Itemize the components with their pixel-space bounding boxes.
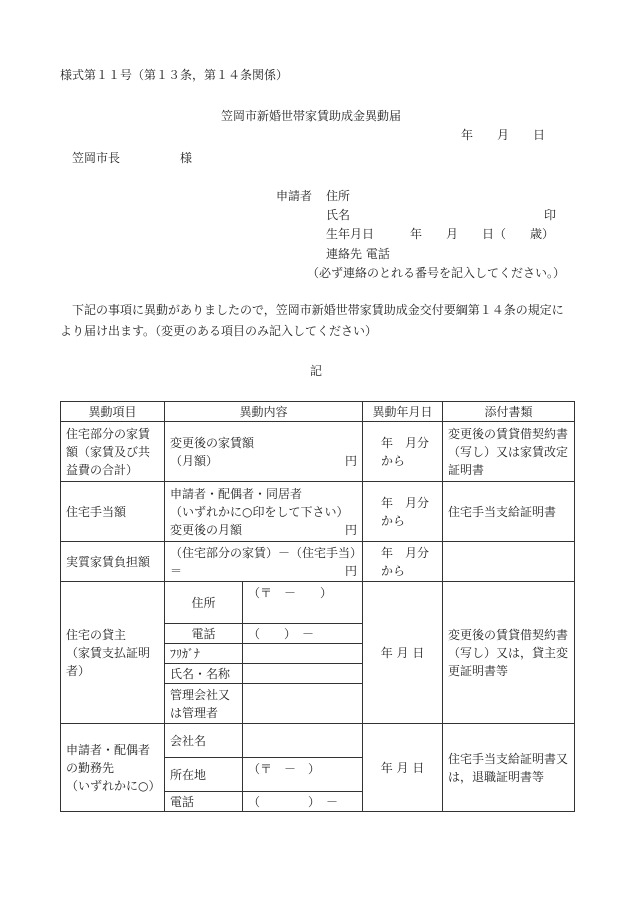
table-row bbox=[61, 542, 575, 582]
applicant-address-label: 住所 bbox=[326, 189, 351, 203]
row-docs: 変更後の賃貸借契約書（写し）又は家賃改定証明書 bbox=[443, 422, 575, 482]
content-line: （住宅部分の家賃）－（住宅手当） bbox=[170, 545, 363, 560]
table-row bbox=[61, 724, 575, 758]
row-date: 年 月分 から bbox=[363, 482, 443, 542]
applicant-name-label: 氏名 bbox=[326, 208, 351, 222]
sub-label: 会社名 bbox=[165, 724, 243, 758]
contact-note: （必ず連絡のとれる番号を記入してください。） bbox=[307, 266, 566, 280]
sub-value bbox=[243, 684, 363, 724]
content-text: （月額） bbox=[170, 453, 219, 468]
content-text: 変更後の月額 bbox=[170, 522, 243, 537]
table-header-row bbox=[61, 402, 575, 422]
sub-label: 電話 bbox=[165, 792, 243, 812]
row-docs bbox=[443, 542, 575, 582]
applicant-label: 申請者 bbox=[276, 189, 313, 203]
ki-heading: 記 bbox=[310, 364, 323, 378]
row-content bbox=[165, 422, 363, 482]
row-date: 年 月 日 bbox=[363, 724, 443, 812]
row-content bbox=[165, 542, 363, 582]
row-docs: 住宅手当支給証明書又は，退職証明書等 bbox=[443, 724, 575, 812]
content-line: 申請者・配偶者・同居者 bbox=[170, 486, 303, 501]
sub-label: 氏名・名称 bbox=[165, 664, 243, 684]
row-docs: 変更後の賃貸借契約書（写し）又は，貸主変更証明書等 bbox=[443, 582, 575, 724]
row-item: 住宅部分の家賃額（家賃及び共益費の合計） bbox=[61, 422, 165, 482]
content-line bbox=[170, 452, 357, 470]
sub-label: 電話 bbox=[165, 624, 243, 644]
sub-label: 住所 bbox=[165, 582, 243, 624]
header-docs: 添付書類 bbox=[443, 402, 575, 422]
content-line: 変更後の家賃額 bbox=[170, 435, 255, 450]
row-item: 住宅手当額 bbox=[61, 482, 165, 542]
sub-value bbox=[243, 724, 363, 758]
sub-value: （ ） － bbox=[243, 624, 363, 644]
yen-unit: 円 bbox=[345, 453, 358, 468]
addressee: 笠岡市長 様 bbox=[72, 151, 193, 165]
content-line: （いずれかに○印をして下さい） bbox=[170, 504, 349, 519]
sub-value: （〒 － ） bbox=[243, 758, 363, 792]
header-content: 異動内容 bbox=[165, 402, 363, 422]
content-text: ＝ bbox=[170, 563, 183, 578]
form-title: 笠岡市新婚世帯家賃助成金異動届 bbox=[221, 109, 402, 123]
sub-value: （ ） － bbox=[243, 792, 363, 812]
form-number: 様式第１１号（第１３条，第１４条関係） bbox=[60, 68, 289, 82]
row-date: 年 月 日 bbox=[363, 582, 443, 724]
sub-value bbox=[243, 664, 363, 684]
sub-label: 管理会社又は管理者 bbox=[165, 684, 243, 724]
header-item: 異動項目 bbox=[61, 402, 165, 422]
row-date: 年 月分 から bbox=[363, 542, 443, 582]
row-item: 申請者・配偶者の勤務先 （いずれかに○） bbox=[61, 724, 165, 812]
yen-unit: 円 bbox=[345, 522, 358, 537]
header-date: 異動年月日 bbox=[363, 402, 443, 422]
content-line bbox=[170, 562, 357, 580]
sub-label: 所在地 bbox=[165, 758, 243, 792]
row-item: 住宅の貸主 （家賃支払証明者） bbox=[61, 582, 165, 724]
row-docs: 住宅手当支給証明書 bbox=[443, 482, 575, 542]
applicant-birthdate: 生年月日 年 月 日（ 歳） bbox=[326, 227, 555, 241]
row-content bbox=[165, 482, 363, 542]
content-line bbox=[170, 521, 357, 539]
sub-label: ﾌﾘｶﾞﾅ bbox=[165, 644, 243, 664]
seal-mark: 印 bbox=[544, 208, 557, 222]
table-row bbox=[61, 482, 575, 542]
sub-value bbox=[243, 644, 363, 664]
yen-unit: 円 bbox=[345, 563, 358, 578]
date-line: 年 月 日 bbox=[461, 128, 546, 142]
table-row bbox=[61, 582, 575, 624]
applicant-contact: 連絡先 電話 bbox=[326, 247, 390, 261]
row-item: 実質家賃負担額 bbox=[61, 542, 165, 582]
row-date: 年 月分 から bbox=[363, 422, 443, 482]
table-row bbox=[61, 422, 575, 482]
sub-value: （〒 － ） bbox=[243, 582, 363, 624]
change-table bbox=[60, 401, 575, 812]
notice-paragraph: 下記の事項に異動がありましたので，笠岡市新婚世帯家賃助成金交付要綱第１４条の規定により届け出ます。（変更のある項目のみ記入してください） bbox=[60, 303, 564, 338]
